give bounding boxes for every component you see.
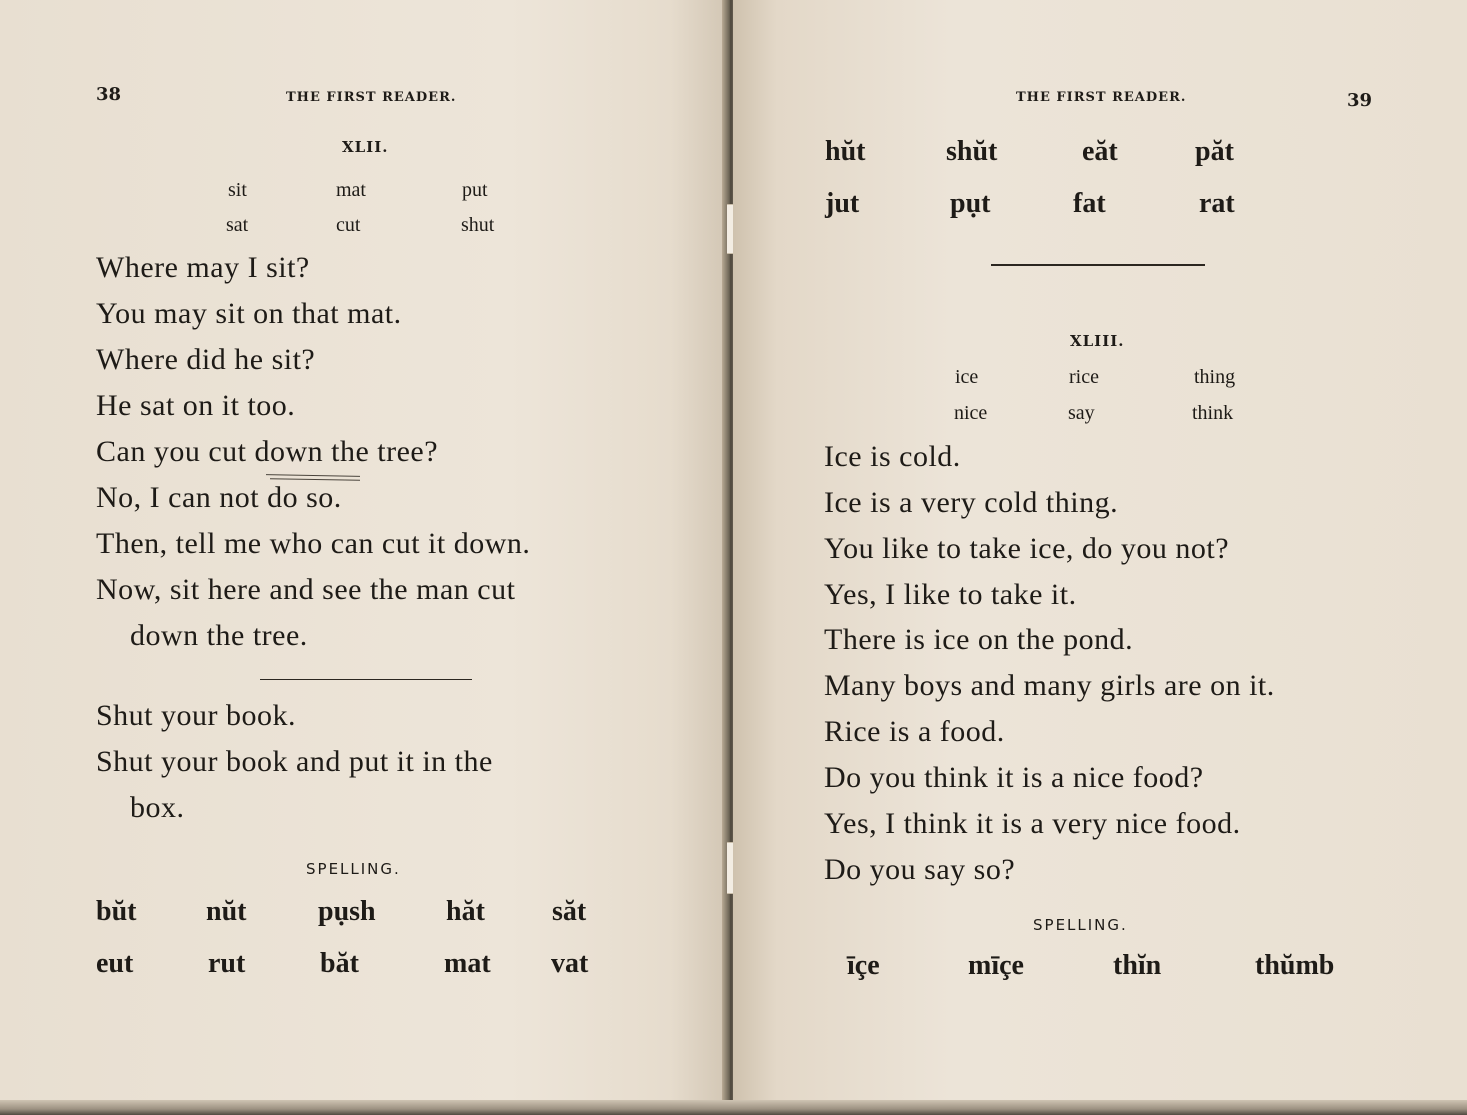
text-line: Then, tell me who can cut it down. bbox=[96, 527, 531, 560]
spelling-word: eut bbox=[96, 948, 134, 979]
running-head: THE FIRST READER. bbox=[1016, 90, 1187, 105]
spelling-word: vat bbox=[551, 948, 589, 979]
spelling-word: pụt bbox=[950, 188, 991, 219]
text-line: Now, sit here and see the man cut bbox=[96, 573, 516, 606]
lesson-title: XLIII. bbox=[1070, 332, 1125, 350]
text-line: You like to take ice, do you not? bbox=[824, 532, 1230, 565]
page-number: 39 bbox=[1347, 90, 1373, 111]
spelling-word: rat bbox=[1199, 188, 1235, 219]
vocab-word: sat bbox=[226, 214, 249, 236]
spelling-word: mat bbox=[444, 948, 491, 979]
vocab-word: think bbox=[1192, 402, 1234, 424]
vocab-word: thing bbox=[1194, 366, 1236, 388]
vocab-word: ice bbox=[955, 366, 979, 388]
spelling-heading: SPELLING. bbox=[1033, 916, 1128, 934]
section-divider bbox=[260, 679, 472, 680]
text-line: Yes, I like to take it. bbox=[824, 578, 1077, 611]
text-line: Rice is a food. bbox=[824, 715, 1005, 748]
spelling-word: bŭt bbox=[96, 896, 137, 927]
lesson-title: XLII. bbox=[342, 138, 389, 156]
section-divider bbox=[991, 264, 1205, 266]
text-line: Shut your book. bbox=[96, 699, 297, 732]
running-head: THE FIRST READER. bbox=[286, 90, 457, 105]
left-page bbox=[0, 0, 728, 1106]
spelling-word: thŭmb bbox=[1255, 950, 1335, 981]
spelling-word: īçe bbox=[847, 950, 880, 981]
text-line: You may sit on that mat. bbox=[96, 297, 402, 330]
spelling-word: hăt bbox=[446, 896, 485, 927]
spelling-word: săt bbox=[552, 896, 587, 927]
spelling-word: nŭt bbox=[206, 896, 247, 927]
spelling-word: fat bbox=[1073, 188, 1106, 219]
text-line: Ice is a very cold thing. bbox=[824, 486, 1119, 519]
vocab-word: mat bbox=[336, 179, 366, 201]
page-number: 38 bbox=[96, 84, 122, 105]
text-line: down the tree. bbox=[130, 619, 308, 652]
spelling-word: băt bbox=[320, 948, 359, 979]
vocab-word: put bbox=[462, 179, 488, 201]
text-line: Where did he sit? bbox=[96, 343, 316, 376]
text-line: box. bbox=[130, 791, 185, 824]
spelling-word: mīçe bbox=[968, 950, 1024, 981]
vocab-word: nice bbox=[954, 402, 988, 424]
vocab-word: say bbox=[1068, 402, 1095, 424]
spelling-word: rut bbox=[208, 948, 246, 979]
vocab-word: cut bbox=[336, 214, 361, 236]
spelling-word: păt bbox=[1195, 136, 1234, 167]
spelling-word: pụsh bbox=[318, 896, 376, 927]
text-line: Where may I sit? bbox=[96, 251, 310, 284]
text-line: No, I can not do so. bbox=[96, 481, 342, 514]
text-line: Do you say so? bbox=[824, 853, 1016, 886]
right-page bbox=[733, 0, 1467, 1106]
text-line: Many boys and many girls are on it. bbox=[824, 669, 1275, 702]
spelling-word: thĭn bbox=[1113, 950, 1162, 981]
text-line: Can you cut down the tree? bbox=[96, 435, 439, 468]
text-line: He sat on it too. bbox=[96, 389, 296, 422]
text-line: Do you think it is a nice food? bbox=[824, 761, 1204, 794]
spelling-word: jut bbox=[825, 188, 860, 219]
vocab-word: shut bbox=[461, 214, 495, 236]
vocab-word: rice bbox=[1069, 366, 1099, 388]
text-line: Shut your book and put it in the bbox=[96, 745, 493, 778]
spelling-word: eăt bbox=[1082, 136, 1118, 167]
book-bottom-edge bbox=[0, 1100, 1467, 1115]
spelling-word: hŭt bbox=[825, 136, 866, 167]
text-line: There is ice on the pond. bbox=[824, 623, 1134, 656]
spelling-word: shŭt bbox=[946, 136, 998, 167]
text-line: Yes, I think it is a very nice food. bbox=[824, 807, 1241, 840]
text-line: Ice is cold. bbox=[824, 440, 961, 473]
spelling-heading: SPELLING. bbox=[306, 860, 401, 878]
vocab-word: sit bbox=[228, 179, 247, 201]
pencil-underline bbox=[266, 474, 360, 477]
